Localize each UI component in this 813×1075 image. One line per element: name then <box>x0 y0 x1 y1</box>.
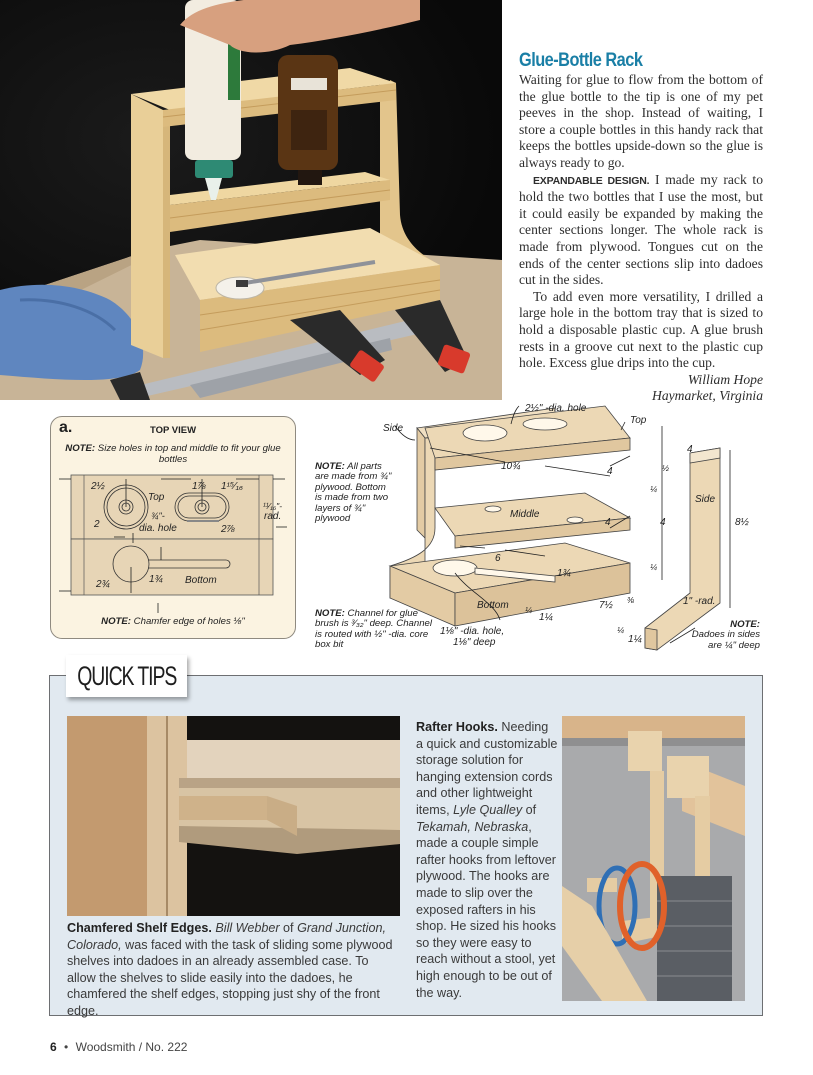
dim-2: 2 <box>94 519 100 530</box>
publication-name: Woodsmith / No. 222 <box>75 1040 188 1054</box>
tip-body: was faced with the task of sliding some plywood shelves into dadoes in an already assembled case. To allow the shelves to slide easily into the dadoes, he chamfered the shelf edges, stopping just shy of the front edge. <box>67 937 393 1018</box>
dim-middle-width: 4 <box>605 517 611 528</box>
dim-2-7-8: 2⅞ <box>221 524 235 535</box>
label-middle: Middle <box>510 509 540 520</box>
dim-6: 6 <box>495 553 501 564</box>
tip-person: Lyle Qualley <box>453 802 523 817</box>
article-title: Glue-Bottle Rack <box>519 50 643 71</box>
figure-letter: a. <box>59 419 73 436</box>
dim-1-3-4: 1¾ <box>149 574 163 585</box>
dim-10-3-4: 10¾ <box>501 461 521 472</box>
article-paragraph-1: Waiting for glue to flow from the bottom of the glue bottle to the tip is one of my pet peeves in the shop. Instead of waiting, I store a couple bottles in this handy rack that keeps the bottles upside-down so the glue is always ready to go. <box>519 72 763 170</box>
note-text: All parts are made from ¾" plywood. Bottom is made from two layers of ¾" plywood <box>315 461 392 525</box>
dim-side-rad: 1" -rad. <box>683 596 716 607</box>
label-bottom: Bottom <box>185 575 217 586</box>
chamfer-note <box>51 616 295 627</box>
dim-3-4: ¾"- <box>151 511 165 521</box>
article-paragraph-3: To add even more versatility, I drilled a large hole in the bottom tray that is sized to hold a disposable plastic cup. A glue brush rests in a groove cut next to the plastic cup hole. Excess glue drips into the cup. <box>519 288 763 371</box>
tip-person: Bill Webber <box>215 921 280 935</box>
note-label: NOTE: <box>65 443 96 454</box>
tip-chamfered-shelf-edges <box>67 920 400 1020</box>
label-side: Side <box>383 423 404 434</box>
dim-side-3-8: ⅜ <box>627 595 635 605</box>
dim-side-1-4b: ¼ <box>650 562 658 572</box>
dim-dia-hole: dia. hole <box>139 523 177 534</box>
tip-title: Rafter Hooks. <box>416 720 498 734</box>
top-view-drawing <box>51 417 297 640</box>
chamfered-shelf-photo <box>67 716 400 916</box>
dim-side-1-2: ½ <box>662 463 670 473</box>
dim-1-1-4a: 1¼ <box>539 612 553 623</box>
rafter-hooks-illustration <box>562 716 745 1001</box>
note-label: NOTE: <box>315 608 345 619</box>
article <box>519 50 763 405</box>
label-deep-1-1-8: 1⅛" deep <box>453 637 496 648</box>
dim-rad-label: rad. <box>264 511 282 522</box>
page-footer <box>50 1040 187 1054</box>
article-paragraph-2-text: I made my rack to hold the two bottles that I use the most, but it could easily be expanded by making the center sections longer. The whole rack is made from plywood. Tongues cut on the ends of the center sections slip into dadoes cut in the sides. <box>519 171 763 288</box>
channel-note <box>315 609 433 651</box>
label-hole-2-1-2: 2½" -dia. hole <box>525 403 587 414</box>
chamfered-shelf-illustration <box>67 716 400 916</box>
rafter-hooks-photo <box>562 716 745 1001</box>
dim-side-4: 4 <box>660 517 666 528</box>
author-name: William Hope <box>687 371 763 387</box>
quick-tips-heading-text: QUICK TIPS <box>76 660 177 691</box>
tip-intro: Needing a quick and customizable storage solution for hanging extension cords and other lightweight items, <box>416 720 558 817</box>
article-paragraph-2 <box>519 172 763 289</box>
tip-place: Tekamah, Nebraska <box>416 819 529 834</box>
dim-2-3-4: 2¾ <box>96 579 110 590</box>
exploded-diagram <box>305 398 775 658</box>
dim-1-7-8: 1⅞ <box>192 481 206 492</box>
tip-rafter-hooks <box>416 719 558 1001</box>
glue-rack-photo-illustration <box>0 0 502 400</box>
dim-side-width: 4 <box>687 444 693 455</box>
dim-side-1-1-4: 1¼ <box>628 634 642 645</box>
author-location: Haymarket, Virginia <box>652 388 763 404</box>
quick-tips-heading <box>66 655 187 697</box>
tip-title: Chamfered Shelf Edges. <box>67 921 212 935</box>
dim-top-width: 4 <box>607 466 613 477</box>
dim-7-1-2: 7½ <box>599 600 613 611</box>
hero-photo <box>0 0 502 400</box>
label-hole-1-1-8: 1⅛" -dia. hole, <box>440 626 505 637</box>
dim-rad: ¹¹⁄₁₆"- <box>263 501 283 511</box>
dim-side-8-1-2: 8½ <box>735 517 749 528</box>
note-label: NOTE: <box>315 461 345 472</box>
tip-body: , made a couple simple rafter hooks from leftover plywood. The hooks are made to slip over the exposed rafters in his shop. He sized his hooks so they were easy to reach without a stool, yet high enough to be out of the way. <box>416 819 557 1000</box>
dim-2-1-2: 2½ <box>91 481 105 492</box>
top-view-title: TOP VIEW <box>149 425 197 436</box>
dim-side-1-4a: ¼ <box>650 484 658 494</box>
dim-1-4a: ¼ <box>525 605 533 615</box>
dim-1-3-4: 1¾ <box>557 568 571 579</box>
label-bottom: Bottom <box>477 600 509 611</box>
note-text: Chamfer edge of holes ⅛" <box>131 616 245 627</box>
note-label: NOTE: <box>730 619 760 630</box>
page-number: 6 <box>50 1040 57 1054</box>
tip-of: of <box>522 802 537 817</box>
label-side-right: Side <box>695 494 716 505</box>
note-text: Dadoes in sides are ¼" deep <box>691 629 760 651</box>
parts-note <box>315 462 395 524</box>
run-in-heading: EXPANDABLE DESIGN. <box>533 174 650 187</box>
tip-place: Grand Junction, Colorado, <box>67 921 386 952</box>
label-top: Top <box>148 492 165 503</box>
dadoes-note <box>690 620 760 651</box>
note-text: Size holes in top and middle to fit your glue bottles <box>95 443 281 465</box>
tip-of: of <box>279 921 298 935</box>
note-label: NOTE: <box>101 616 132 627</box>
note-text: Channel for glue brush is ³⁄₃₂" deep. Channel is routed with ½" -dia. core box bit <box>315 608 432 651</box>
top-view-diagram <box>50 416 296 639</box>
dim-side-1-4c: ¼ <box>617 625 625 635</box>
footer-bullet: • <box>64 1040 69 1054</box>
dim-1-15-16: 1¹⁵⁄₁₆ <box>221 481 243 492</box>
label-top: Top <box>630 415 647 426</box>
